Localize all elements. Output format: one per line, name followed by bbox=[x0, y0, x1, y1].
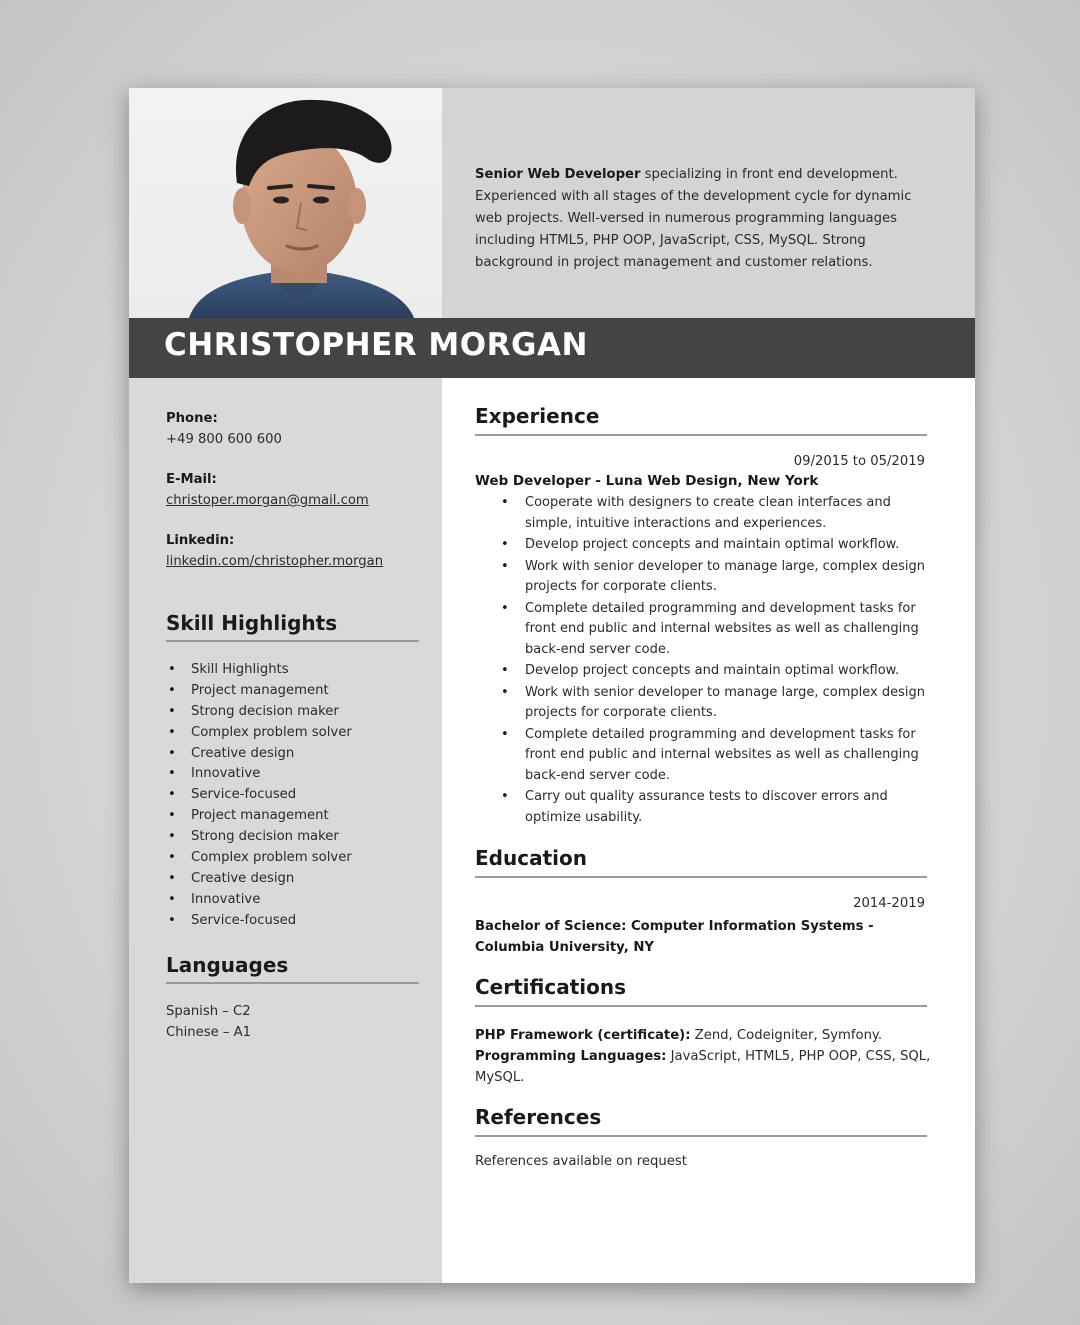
linkedin-block bbox=[166, 531, 426, 572]
email-link[interactable]: christoper.morgan@gmail.com bbox=[166, 493, 369, 508]
list-item: • Service-focused bbox=[166, 911, 352, 932]
resume-page bbox=[129, 88, 975, 1283]
email-block bbox=[166, 470, 426, 511]
list-item: • Work with senior developer to manage large, complex design projects for corporate clients. bbox=[475, 683, 927, 724]
certification-value: JavaScript, HTML5, PHP OOP, CSS, SQL, MySQL. bbox=[475, 1049, 931, 1085]
experience-date: 09/2015 to 05/2019 bbox=[793, 454, 925, 469]
email-label: E-Mail: bbox=[166, 472, 217, 487]
list-item: • Innovative bbox=[166, 890, 352, 911]
phone-value: +49 800 600 600 bbox=[166, 432, 282, 447]
professional-summary bbox=[475, 164, 935, 274]
list-item: • Carry out quality assurance tests to discover errors and optimize usability. bbox=[475, 787, 927, 828]
summary-title: Senior Web Developer bbox=[475, 167, 641, 182]
list-item: • Innovative bbox=[166, 764, 352, 785]
experience-heading: Experience bbox=[475, 404, 927, 436]
list-item: • Complex problem solver bbox=[166, 723, 352, 744]
list-item: • Service-focused bbox=[166, 785, 352, 806]
certification-item bbox=[475, 1025, 935, 1046]
certifications-list bbox=[475, 1025, 935, 1088]
list-item: • Project management bbox=[166, 806, 352, 827]
list-item: • Complete detailed programming and development tasks for front end public and internal websites as well as challenging back-end server code. bbox=[475, 599, 927, 661]
profile-photo bbox=[129, 88, 442, 318]
phone-label: Phone: bbox=[166, 411, 218, 426]
name-banner bbox=[129, 318, 975, 378]
list-item: Spanish – C2 bbox=[166, 1004, 251, 1019]
list-item: Chinese – A1 bbox=[166, 1025, 252, 1040]
certifications-heading: Certifications bbox=[475, 975, 927, 1007]
list-item: • Strong decision maker bbox=[166, 827, 352, 848]
skills-list bbox=[166, 660, 352, 932]
job-title: Web Developer - Luna Web Design, New York bbox=[475, 473, 819, 489]
list-item: • Develop project concepts and maintain optimal workflow. bbox=[475, 535, 927, 556]
phone-block bbox=[166, 409, 426, 450]
education-degree: Bachelor of Science: Computer Information Systems - Columbia University, NY bbox=[475, 919, 874, 955]
certification-item bbox=[475, 1046, 935, 1088]
linkedin-link[interactable]: linkedin.com/christopher.morgan bbox=[166, 554, 384, 569]
references-heading: References bbox=[475, 1105, 927, 1137]
list-item: • Skill Highlights bbox=[166, 660, 352, 681]
certification-label: PHP Framework (certificate): bbox=[475, 1028, 691, 1043]
portrait-illustration bbox=[129, 88, 442, 318]
candidate-name: CHRISTOPHER MORGAN bbox=[164, 327, 588, 363]
references-text: References available on request bbox=[475, 1154, 687, 1169]
certification-value: Zend, Codeigniter, Symfony. bbox=[690, 1028, 883, 1043]
list-item: • Cooperate with designers to create clean interfaces and simple, intuitive interactions and experiences. bbox=[475, 493, 927, 534]
list-item: • Complex problem solver bbox=[166, 848, 352, 869]
list-item: • Creative design bbox=[166, 869, 352, 890]
summary-text: specializing in front end development. Experienced with all stages of the development cycle for dynamic web projects. Well-versed in numerous programming languages including HTML5, PHP OOP, JavaScript, CSS, MySQL. Strong background in project management and customer relations. bbox=[475, 167, 912, 270]
linkedin-label: Linkedin: bbox=[166, 533, 235, 548]
list-item: • Creative design bbox=[166, 744, 352, 765]
list-item: • Project management bbox=[166, 681, 352, 702]
languages-heading: Languages bbox=[166, 953, 419, 984]
list-item: • Complete detailed programming and development tasks for front end public and internal websites as well as challenging back-end server code. bbox=[475, 725, 927, 787]
list-item: • Develop project concepts and maintain optimal workflow. bbox=[475, 661, 927, 682]
skills-heading: Skill Highlights bbox=[166, 611, 419, 642]
certification-label: Programming Languages: bbox=[475, 1049, 667, 1064]
list-item: • Strong decision maker bbox=[166, 702, 352, 723]
list-item: • Work with senior developer to manage large, complex design projects for corporate clients. bbox=[475, 557, 927, 598]
languages-list bbox=[166, 1001, 251, 1043]
education-date: 2014-2019 bbox=[853, 896, 925, 911]
duties-list bbox=[475, 493, 927, 829]
education-heading: Education bbox=[475, 846, 927, 878]
